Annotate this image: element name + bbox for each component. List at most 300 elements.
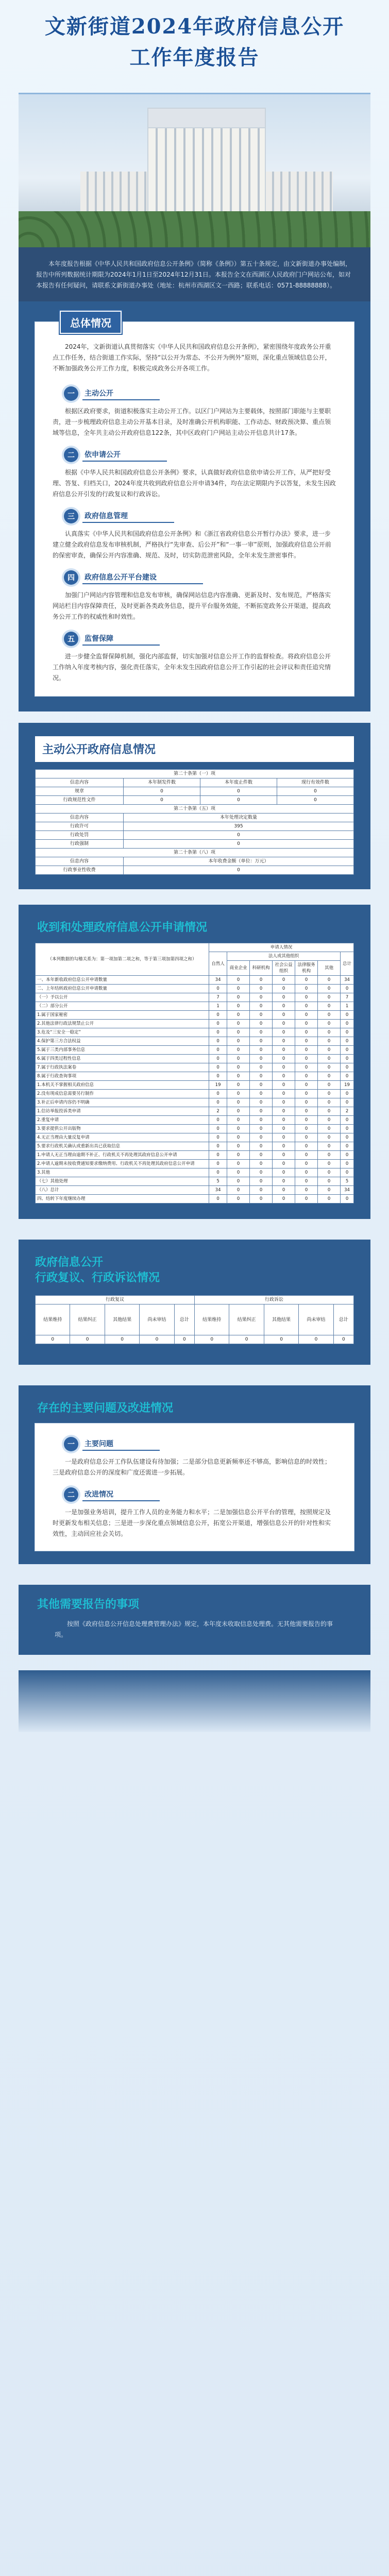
table-cell: 0 — [123, 831, 353, 840]
table-cell: 0 — [123, 796, 200, 805]
proactive-table — [35, 769, 354, 875]
table-cell: 0 — [227, 1098, 250, 1107]
office-building-photo — [19, 93, 370, 247]
table-cell: 0 — [200, 796, 277, 805]
table-cell: 规章 — [36, 787, 124, 796]
report-header — [0, 0, 389, 93]
issues-text-1: 一是政府信息公开工作队伍建设有待加强；二是部分信息更新频率还不够高，影响信息的时效性；三是政府信息公开的深度和广度还需进一步拓展。 — [53, 1458, 331, 1476]
table-cell: 0 — [341, 1142, 354, 1151]
table-cell: 0 — [295, 993, 318, 1002]
table-cell: 0 — [227, 1186, 250, 1195]
table-cell: 0 — [227, 1090, 250, 1098]
table-cell: 5 — [209, 1177, 227, 1186]
table-cell: 0 — [273, 1002, 295, 1011]
table-cell: 0 — [295, 1195, 318, 1204]
table-cell: 行政强制 — [36, 840, 124, 849]
table-header: 总计 — [341, 952, 354, 976]
table-cell: 0 — [209, 1020, 227, 1028]
table-row — [36, 822, 354, 831]
application-title: 收到和处理政府信息公开申请情况 — [37, 921, 208, 934]
review-title-2: 行政复议、行政诉讼情况 — [35, 1272, 160, 1284]
table-cell: 0 — [209, 1090, 227, 1098]
table-row — [36, 1142, 354, 1151]
table-cell: 0 — [209, 1168, 227, 1177]
table-row — [36, 1186, 354, 1195]
review-table — [35, 1295, 354, 1344]
table-col-header: 结果纠正 — [70, 1304, 105, 1335]
table-cell: 1 — [209, 1002, 227, 1011]
table-row-label: 3.其他 — [36, 1168, 209, 1177]
table-cell: 34 — [341, 1186, 354, 1195]
table-cell: 0 — [295, 1055, 318, 1063]
trees — [19, 211, 370, 247]
table-cell: 0 — [273, 1098, 295, 1107]
table-cell: 0 — [227, 993, 250, 1002]
subsection-heading — [64, 570, 354, 585]
intro-text: 本年度报告根据《中华人民共和国政府信息公开条例》（简称《条例》）第五十条规定，由文新街道办事处编制，报告中所列数据统计期限为2024年1月1日至2024年12月31日。本报告全文在西湖区人民政府门户网站公布，如对本报告有任何疑问，请联系文新街道办事处（地址：杭州市西湖区文一西路；联系电话：0571-88888888）。 — [19, 247, 370, 301]
table-row-label: （一）予以公开 — [36, 993, 209, 1002]
table-row — [36, 1020, 354, 1028]
table-row — [36, 1090, 354, 1098]
table-cell: 0 — [174, 1335, 194, 1344]
table-cell: 0 — [295, 1133, 318, 1142]
table-cell: 0 — [295, 1090, 318, 1098]
table-cell: 0 — [318, 1090, 341, 1098]
issues-sub-1: 主要问题 — [82, 1437, 160, 1451]
table-row-label: 1.信访举报投诉类申请 — [36, 1107, 209, 1116]
table-row — [36, 840, 354, 849]
table-cell: 5 — [341, 1177, 354, 1186]
table-cell: 0 — [273, 1142, 295, 1151]
item-number: 二 — [64, 1487, 78, 1502]
subsection-heading — [64, 632, 354, 646]
table-col-header: 科研机构 — [250, 961, 273, 976]
table-cell: 0 — [250, 1055, 273, 1063]
table-col-header: 信息内容 — [36, 857, 124, 866]
table-cell: 0 — [227, 1020, 250, 1028]
table-cell: 0 — [295, 1081, 318, 1090]
table-cell: 0 — [341, 1020, 354, 1028]
table-cell: 0 — [227, 985, 250, 993]
table-cell: 0 — [273, 1116, 295, 1125]
table-cell: 395 — [123, 822, 353, 831]
table-col-header: 尚未审结 — [299, 1304, 333, 1335]
table-cell: 0 — [264, 1335, 298, 1344]
table-cell: 0 — [273, 1037, 295, 1046]
table-cell: 0 — [318, 1020, 341, 1028]
table-cell: 0 — [295, 976, 318, 985]
table-cell: 0 — [227, 1046, 250, 1055]
table-cell: 0 — [209, 1063, 227, 1072]
table-col-header: 其他 — [318, 961, 341, 976]
table-cell: 0 — [209, 1028, 227, 1037]
table-cell: 0 — [250, 1046, 273, 1055]
table-cell: 34 — [209, 976, 227, 985]
table-cell: 7 — [209, 993, 227, 1002]
table-cell: 0 — [227, 1107, 250, 1116]
table-cell: 0 — [273, 1020, 295, 1028]
table-cell: 0 — [295, 1037, 318, 1046]
table-cell: 0 — [273, 1168, 295, 1177]
proactive-title: 主动公开政府信息情况 — [42, 743, 156, 756]
table-cell: 0 — [250, 1168, 273, 1177]
table-cell: 0 — [341, 1133, 354, 1142]
table-cell: 0 — [250, 1011, 273, 1020]
table-cell: 0 — [277, 796, 353, 805]
table-col-header: 结果维持 — [36, 1304, 70, 1335]
table-row — [36, 1098, 354, 1107]
table-cell: 0 — [227, 1142, 250, 1151]
table-cell: 0 — [295, 1186, 318, 1195]
table-cell: 0 — [250, 1177, 273, 1186]
subsection-label: 监督保障 — [82, 632, 160, 646]
table-cell: 0 — [273, 985, 295, 993]
table-row-label: 2.其他法律行政法规禁止公开 — [36, 1020, 209, 1028]
table-cell: 0 — [227, 1081, 250, 1090]
table-row-label: 3.危及“三安全一稳定” — [36, 1028, 209, 1037]
table-row — [36, 1002, 354, 1011]
table-cell: 0 — [227, 1037, 250, 1046]
table-header: 申请人情况 — [209, 943, 354, 952]
table-cell: 0 — [250, 1072, 273, 1081]
table-cell: 0 — [227, 1011, 250, 1020]
table-cell: 0 — [209, 1151, 227, 1160]
table-row — [36, 1011, 354, 1020]
table-cell: 0 — [209, 1195, 227, 1204]
table-header: 法人或其他组织 — [227, 952, 341, 961]
table-row — [36, 796, 354, 805]
table-cell: 0 — [341, 1011, 354, 1020]
table-row — [36, 1063, 354, 1072]
table-cell: 0 — [295, 1028, 318, 1037]
other-text: 按照《政府信息公开信息处理费管理办法》规定，本年度未收取信息处理费。无其他需要报告的事项。 — [55, 1620, 333, 1638]
table-cell: 0 — [318, 1055, 341, 1063]
table-row — [36, 993, 354, 1002]
issues-title: 存在的主要问题及改进情况 — [37, 1402, 174, 1415]
table-row-label: （二）部分公开 — [36, 1002, 209, 1011]
table-cell: 0 — [227, 1028, 250, 1037]
table-cell: 0 — [295, 985, 318, 993]
table-cell: 0 — [250, 1028, 273, 1037]
table-cell: 0 — [295, 1002, 318, 1011]
table-col-header: 法律服务机构 — [295, 961, 318, 976]
table-col-header: 其他结果 — [105, 1304, 139, 1335]
table-cell: 0 — [227, 976, 250, 985]
subsection-label: 政府信息公开平台建设 — [82, 571, 203, 584]
table-cell: 0 — [36, 1335, 70, 1344]
table-cell: 0 — [250, 1107, 273, 1116]
subsection-label: 政府信息管理 — [82, 510, 174, 523]
table-cell: 0 — [209, 1011, 227, 1020]
table-col-header: 其他结果 — [264, 1304, 298, 1335]
item-number: 一 — [64, 386, 78, 401]
table-cell: 0 — [250, 993, 273, 1002]
table-cell: 0 — [341, 1098, 354, 1107]
table-cell: 0 — [123, 840, 353, 849]
item-number: 三 — [64, 509, 78, 523]
table-row-label: 8.属于行政查询事项 — [36, 1072, 209, 1081]
table-cell: 0 — [273, 1072, 295, 1081]
table-row — [36, 1081, 354, 1090]
table-cell: 0 — [273, 1151, 295, 1160]
table-row-label: 二、上年结转政府信息公开申请数量 — [36, 985, 209, 993]
table-row-label: 2.没有现成信息需要另行制作 — [36, 1090, 209, 1098]
table-cell: 0 — [318, 1142, 341, 1151]
table-col-header: 本年制发件数 — [123, 778, 200, 787]
table-cell: 0 — [209, 1142, 227, 1151]
table-col-header: 尚未审结 — [140, 1304, 174, 1335]
table-cell: 0 — [140, 1335, 174, 1344]
table-cell: 0 — [227, 1151, 250, 1160]
table-row — [36, 1072, 354, 1081]
table-cell: 行政处罚 — [36, 831, 124, 840]
title-line-1: 文新街道2024年政府信息公开 — [44, 14, 345, 39]
table-cell: 0 — [105, 1335, 139, 1344]
table-cell: 0 — [318, 1011, 341, 1020]
table-cell: 0 — [250, 976, 273, 985]
table-cell: 0 — [341, 1151, 354, 1160]
table-cell: 0 — [341, 1037, 354, 1046]
subsection-text: 进一步健全监督保障机制，强化内部监督，切实加强对信息公开工作的监督检查。将政府信息公开工作纳入年度考核内容，强化责任落实，全年未发生因政府信息公开工作引起的社会评议和责任追究情况。 — [53, 653, 331, 682]
table-row-label: 四、结转下年度继续办理 — [36, 1195, 209, 1204]
table-cell: 34 — [209, 1186, 227, 1195]
table-cell: 0 — [273, 1090, 295, 1098]
table-cell: 0 — [295, 1160, 318, 1168]
table-row-label: 4.无正当理由大量反复申请 — [36, 1133, 209, 1142]
table-cell: 0 — [273, 1028, 295, 1037]
table-cell: 0 — [209, 1116, 227, 1125]
subsection-text: 加强门户网站内容管理和信息发布审核，确保网站信息内容准确、更新及时、发布规范，严格落实网站栏目内容保障责任，及时更新各类政务信息，提升平台服务效能，不断拓宽政务公开渠道，提高政务公开工作的权威性和时效性。 — [53, 591, 331, 620]
table-cell: 0 — [318, 1125, 341, 1133]
table-cell: 0 — [250, 1098, 273, 1107]
application-table — [35, 943, 354, 1204]
overview-title: 总体情况 — [60, 311, 122, 334]
table-row-label: 2.重复申请 — [36, 1116, 209, 1125]
overview-section — [19, 301, 370, 711]
table-cell: 0 — [295, 1107, 318, 1116]
table-cell: 0 — [318, 1002, 341, 1011]
subsection-heading — [64, 448, 354, 462]
table-cell: 0 — [273, 1195, 295, 1204]
table-cell: 0 — [295, 1116, 318, 1125]
table-cell: 0 — [341, 1072, 354, 1081]
table-cell: 0 — [250, 1002, 273, 1011]
table-row — [36, 1177, 354, 1186]
table-cell: 0 — [70, 1335, 105, 1344]
table-cell: 行政许可 — [36, 822, 124, 831]
table-cell: 0 — [318, 976, 341, 985]
table-col-header: 总计 — [174, 1304, 194, 1335]
table-col-header: 总计 — [333, 1304, 353, 1335]
table-cell: 0 — [250, 1142, 273, 1151]
table-cell: 0 — [250, 985, 273, 993]
table-cell: 0 — [318, 1107, 341, 1116]
table-row — [36, 831, 354, 840]
table-cell: 0 — [318, 1063, 341, 1072]
table-cell: 0 — [341, 1090, 354, 1098]
table-cell: 2 — [209, 1107, 227, 1116]
table-cell: 0 — [250, 1081, 273, 1090]
table-row-label: 4.保护第三方合法权益 — [36, 1037, 209, 1046]
table-cell: 0 — [295, 1142, 318, 1151]
table-row-label: 3.补正后申请内容仍不明确 — [36, 1098, 209, 1107]
table-cell: 0 — [227, 1072, 250, 1081]
subsection-heading — [64, 509, 354, 523]
other-title: 其他需要报告的事项 — [37, 1598, 140, 1611]
table-cell: 1 — [341, 1002, 354, 1011]
table-cell: 0 — [318, 1186, 341, 1195]
table-cell: 0 — [295, 1125, 318, 1133]
table-cell: 0 — [273, 1063, 295, 1072]
table-row-label: 1.申请人无正当理由逾期不补正、行政机关不再处理其政府信息公开申请 — [36, 1151, 209, 1160]
table-header: 自然人 — [209, 952, 227, 976]
table-cell: 0 — [295, 1098, 318, 1107]
table-row — [36, 985, 354, 993]
subsection-text: 根据区政府要求，街道积极落实主动公开工作。以区门户网站为主要载体，按照部门职能与主要职责，进一步梳理政府信息主动公开基本目录，及时准确公开机构职能、工作动态、财政预决算、重点领域等信息，全年共主动公开政府信息122条，其中区政府门户网站主动公开信息共计17条。 — [53, 408, 331, 436]
table-row-label: 3.要求提供公开出版物 — [36, 1125, 209, 1133]
table-cell: 0 — [318, 1037, 341, 1046]
table-cell: 0 — [209, 1055, 227, 1063]
subsection-label: 主动公开 — [82, 387, 160, 400]
table-cell: 0 — [318, 1195, 341, 1204]
review-title-1: 政府信息公开 — [35, 1256, 104, 1269]
table-cell: 0 — [227, 1002, 250, 1011]
overview-text: 2024年，文新街道认真贯彻落实《中华人民共和国政府信息公开条例》，紧密围绕年度政务公开重点工作任务，结合街道工作实际，坚持“以公开为常态、不公开为例外”原则，深化重点领域信息公开，不断加强政务公开工作力度，积极完成政务公开各项工作。 — [53, 343, 331, 372]
table-cell: 0 — [250, 1151, 273, 1160]
table-cell: 0 — [273, 993, 295, 1002]
item-number: 二 — [64, 448, 78, 462]
table-cell: 0 — [277, 787, 353, 796]
table-cell: 0 — [318, 1168, 341, 1177]
table-group-header: 第二十条第（八）项 — [36, 849, 354, 857]
table-row-label: 一、本年新收政府信息公开申请数量 — [36, 976, 209, 985]
table-col-header: 信息内容 — [36, 814, 124, 822]
table-cell: 0 — [250, 1133, 273, 1142]
table-row — [36, 1028, 354, 1037]
issues-text-2: 一是加强业务培训，提升工作人员的业务能力和水平；二是加强信息公开平台的管理，按照规定及时更新发布相关信息；三是进一步深化重点领域信息公开，拓宽公开渠道，增强信息公开的针对性和实效性，主动回应社会关切。 — [53, 1509, 331, 1537]
table-cell: 0 — [227, 1063, 250, 1072]
table-cell: 0 — [318, 1116, 341, 1125]
table-cell: 0 — [273, 1081, 295, 1090]
table-cell: 0 — [200, 787, 277, 796]
proactive-heading — [35, 736, 354, 762]
table-group-header: 第二十条第（一）项 — [36, 770, 354, 778]
table-row — [36, 1168, 354, 1177]
table-row — [36, 1151, 354, 1160]
table-row — [36, 1160, 354, 1168]
table-cell: 0 — [227, 1195, 250, 1204]
table-row — [36, 976, 354, 985]
subsection-text: 根据《中华人民共和国政府信息公开条例》要求，认真做好政府信息依申请公开工作，从严把好受理、答复、归档关口，2024年度共收到政府信息公开申请34件，均在法定期限内予以答复，未发生因政府信息公开引发的行政复议和行政诉讼。 — [53, 469, 336, 498]
table-cell: 0 — [209, 1046, 227, 1055]
table-cell: 0 — [227, 1168, 250, 1177]
table-row — [36, 866, 354, 875]
table-cell: 0 — [227, 1133, 250, 1142]
proactive-section — [19, 723, 370, 889]
table-row-label: 2.申请人逾期未按收费通知要求缴纳费用、行政机关不再处理其政府信息公开申请 — [36, 1160, 209, 1168]
table-cell: 0 — [318, 993, 341, 1002]
table-cell: 0 — [250, 1116, 273, 1125]
other-section — [19, 1585, 370, 1655]
table-row-label: （七）其他处理 — [36, 1177, 209, 1186]
table-col-header: 本年收费金额（单位：万元） — [123, 857, 353, 866]
table-cell: 0 — [318, 1028, 341, 1037]
table-cell: 0 — [250, 1037, 273, 1046]
table-cell: 0 — [123, 787, 200, 796]
table-cell: 0 — [341, 1195, 354, 1204]
table-cell: 0 — [273, 1160, 295, 1168]
table-cell: 0 — [341, 1116, 354, 1125]
table-cell: 0 — [318, 1177, 341, 1186]
table-cell: 0 — [227, 1125, 250, 1133]
table-cell: 0 — [229, 1335, 264, 1344]
item-number: 四 — [64, 570, 78, 585]
table-row — [36, 1195, 354, 1204]
review-section — [19, 1240, 370, 1365]
table-cell: 0 — [273, 1177, 295, 1186]
table-row — [36, 1037, 354, 1046]
table-header: 行政复议 — [36, 1296, 195, 1304]
table-cell: 7 — [341, 993, 354, 1002]
table-cell: 19 — [209, 1081, 227, 1090]
table-col-header: 现行有效件数 — [277, 778, 353, 787]
table-cell: 0 — [227, 1177, 250, 1186]
table-cell: 0 — [250, 1195, 273, 1204]
table-cell: 0 — [209, 1125, 227, 1133]
table-cell: 0 — [341, 1160, 354, 1168]
table-cell: 0 — [273, 1186, 295, 1195]
application-section — [19, 905, 370, 1219]
table-row — [36, 1055, 354, 1063]
table-cell: 0 — [341, 1168, 354, 1177]
table-cell: 0 — [123, 866, 353, 875]
table-cell: 0 — [341, 1125, 354, 1133]
table-col-header: 结果维持 — [194, 1304, 229, 1335]
table-cell: 0 — [295, 1063, 318, 1072]
table-cell: 0 — [318, 1072, 341, 1081]
table-row-label: 5.属于三类内部事务信息 — [36, 1046, 209, 1055]
table-row-label: （八）总计 — [36, 1186, 209, 1195]
table-cell: 0 — [318, 985, 341, 993]
table-row — [36, 787, 354, 796]
table-cell: 行政规范性文件 — [36, 796, 124, 805]
subsection-text: 认真落实《中华人民共和国政府信息公开条例》和《浙江省政府信息公开暂行办法》要求，进一步建立健全政府信息发布审核机制，严格执行“先审查、后公开”和“一事一审”原则，加强政府信息公开前的保密审查，确保公开内容准确、规范、及时，切实防范泄密风险，全年未发生泄密事件。 — [53, 530, 331, 559]
table-cell: 0 — [209, 985, 227, 993]
table-cell: 0 — [273, 1055, 295, 1063]
table-cell: 0 — [209, 1037, 227, 1046]
table-cell: 0 — [209, 1098, 227, 1107]
table-cell: 0 — [318, 1151, 341, 1160]
table-cell: 0 — [341, 1055, 354, 1063]
table-cell: 0 — [318, 1081, 341, 1090]
table-cell: 0 — [250, 1160, 273, 1168]
table-row-label: 5.要求行政机关确认或重新出具已获取信息 — [36, 1142, 209, 1151]
table-cell: 0 — [295, 1072, 318, 1081]
table-row — [36, 1125, 354, 1133]
table-cell: 0 — [227, 1116, 250, 1125]
table-cell: 0 — [273, 1046, 295, 1055]
table-col-header: 本年废止件数 — [200, 778, 277, 787]
table-cell: 19 — [341, 1081, 354, 1090]
table-cell: 0 — [227, 1055, 250, 1063]
table-cell: 0 — [333, 1335, 353, 1344]
table-cell: 0 — [295, 1151, 318, 1160]
table-cell: 0 — [227, 1160, 250, 1168]
table-row — [36, 1116, 354, 1125]
table-cell: 0 — [341, 985, 354, 993]
table-cell: 0 — [250, 1090, 273, 1098]
table-cell: 0 — [250, 1186, 273, 1195]
